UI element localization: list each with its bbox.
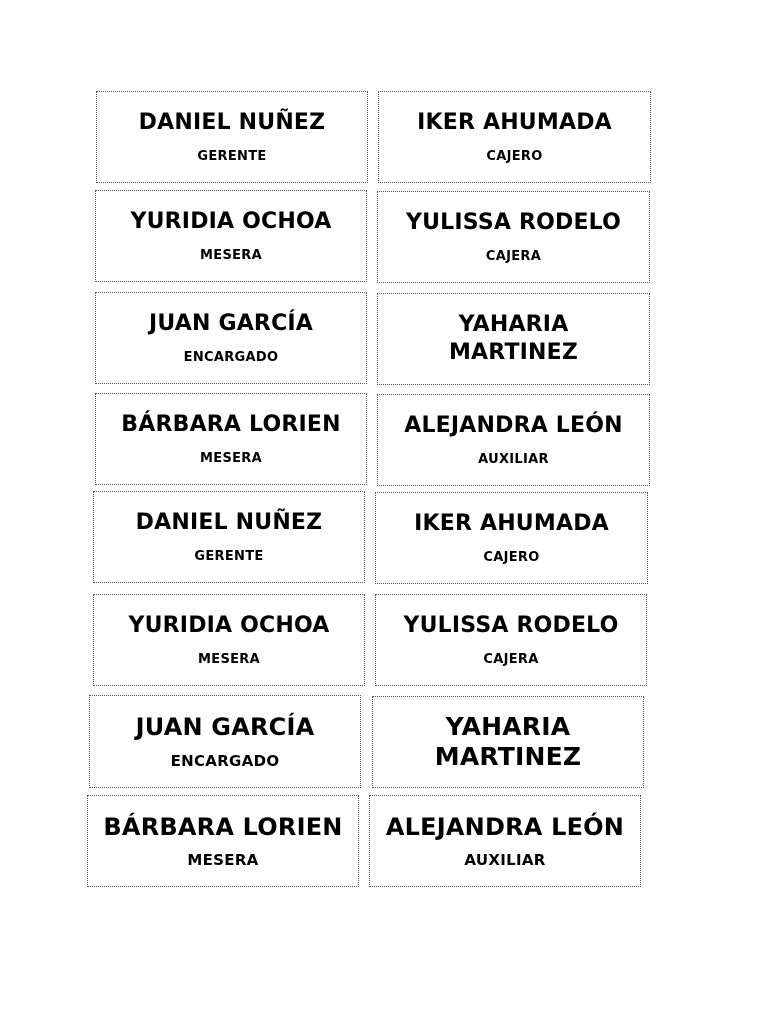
name-card: [95, 190, 367, 282]
card-name: IKER AHUMADA: [417, 110, 612, 136]
card-name: ALEJANDRA LEÓN: [404, 413, 623, 439]
card-name: JUAN GARCÍA: [135, 713, 315, 742]
card-role: CAJERO: [483, 549, 540, 565]
card-role: CAJERA: [485, 248, 542, 264]
card-name: YAHARIA MARTINEZ: [448, 311, 579, 365]
card-role: MESERA: [200, 247, 262, 263]
name-card: [372, 696, 644, 788]
card-name: YURIDIA OCHOA: [128, 613, 330, 639]
card-role: ENCARGADO: [183, 349, 279, 365]
card-name: YULISSA RODELO: [405, 210, 622, 236]
name-card: [377, 293, 650, 385]
card-name: IKER AHUMADA: [414, 511, 609, 537]
card-role: CAJERO: [486, 148, 543, 164]
card-name: BÁRBARA LORIEN: [103, 812, 343, 841]
card-role: AUXILIAR: [478, 451, 549, 467]
name-card: [93, 594, 365, 686]
card-name: YAHARIA MARTINEZ: [434, 712, 582, 771]
card-role: GERENTE: [197, 148, 267, 164]
name-card: [375, 492, 648, 584]
name-card: [93, 491, 365, 583]
card-role: MESERA: [198, 651, 260, 667]
name-card: [377, 191, 650, 283]
name-card: [87, 795, 359, 887]
name-card: [378, 91, 651, 183]
name-card: [89, 695, 361, 788]
card-name: BÁRBARA LORIEN: [121, 412, 341, 438]
name-card: [96, 91, 368, 183]
name-card: [375, 594, 647, 686]
card-name: DANIEL NUÑEZ: [138, 110, 326, 136]
card-role: MESERA: [187, 851, 259, 870]
name-card: [377, 394, 650, 486]
card-role: AUXILIAR: [464, 851, 546, 870]
name-card: [369, 795, 641, 887]
card-name: DANIEL NUÑEZ: [135, 510, 323, 536]
card-role: ENCARGADO: [170, 751, 280, 770]
card-name: ALEJANDRA LEÓN: [385, 812, 625, 841]
name-card: [95, 292, 367, 384]
card-role: MESERA: [200, 450, 262, 466]
card-name: YURIDIA OCHOA: [130, 209, 332, 235]
card-role: GERENTE: [194, 548, 264, 564]
name-card: [95, 393, 367, 485]
card-name: JUAN GARCÍA: [148, 311, 314, 337]
card-role: CAJERA: [483, 651, 539, 667]
card-name: YULISSA RODELO: [403, 613, 619, 639]
